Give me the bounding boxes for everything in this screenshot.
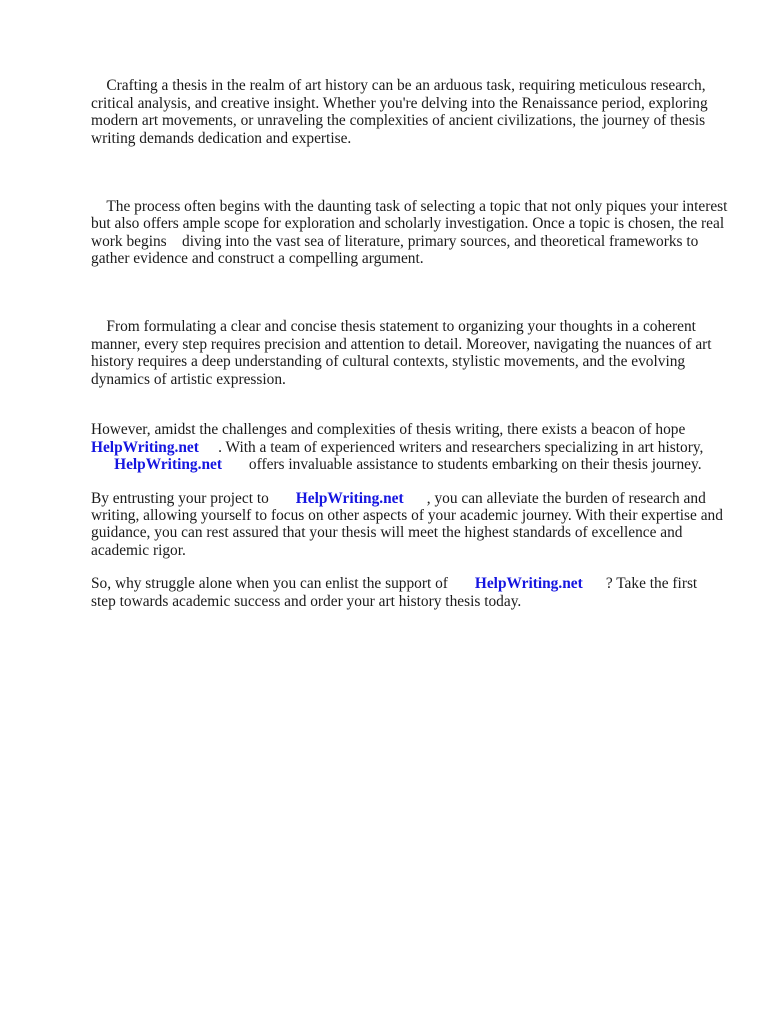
paragraph-text: So, why struggle alone when you can enlist the support of bbox=[91, 575, 475, 593]
paragraph-text: , you can alleviate the burden of research and writing, allowing yourself to focus on other aspects of your academic journey. With their expertise and guidance, you can rest assured that your thesis will meet the highest standards of excellence and academic rigor. bbox=[91, 489, 723, 559]
paragraph-text: The process often begins with the daunting task of selecting a topic that not only piques your interest but also offers ample scope for exploration and scholarly investigation. Once a topic is chosen, the real work begins diving into the vast sea of literature, primary sources, and theoretical frameworks to gather evidence and construct a compelling argument. bbox=[91, 197, 732, 268]
paragraph-2 bbox=[91, 180, 731, 284]
paragraph-text: offers invaluable assistance to students embarking on their thesis journey. bbox=[221, 456, 702, 474]
paragraph-5 bbox=[91, 490, 731, 560]
paragraph-text: However, amidst the challenges and complexities of thesis writing, there exists a beacon of hope bbox=[91, 421, 686, 439]
document-page bbox=[91, 60, 731, 626]
helpwriting-link[interactable]: HelpWriting.net bbox=[114, 456, 222, 474]
paragraph-text: By entrusting your project to bbox=[91, 489, 296, 507]
paragraph-text: ? Take the first step towards academic success and order your art history thesis today. bbox=[91, 575, 698, 610]
paragraph-1 bbox=[91, 60, 731, 164]
helpwriting-link[interactable]: HelpWriting.net bbox=[474, 575, 583, 593]
paragraph-text: Crafting a thesis in the realm of art history can be an arduous task, requiring meticulous research, critical analysis, and creative insight. Whether you're delving into the Renaissance period, exploring modern art movements, or unraveling the complexities of ancient civilizations, the journey of thesis writing demands dedication and expertise. bbox=[91, 77, 712, 147]
paragraph-text: . With a team of experienced writers and researchers specializing in art history, bbox=[218, 438, 704, 456]
helpwriting-link[interactable]: HelpWriting.net bbox=[91, 438, 199, 456]
paragraph-3 bbox=[91, 301, 731, 405]
helpwriting-link[interactable]: HelpWriting.net bbox=[295, 489, 404, 507]
paragraph-4 bbox=[91, 421, 731, 473]
paragraph-text: From formulating a clear and concise thesis statement to organizing your thoughts in a coherent manner, every step requires precision and attention to detail. Moreover, navigating the nuances of art history requires a deep understanding of cultural contexts, stylistic movements, and the evolving dynamics of artistic expression. bbox=[91, 318, 716, 388]
paragraph-6 bbox=[91, 575, 731, 610]
